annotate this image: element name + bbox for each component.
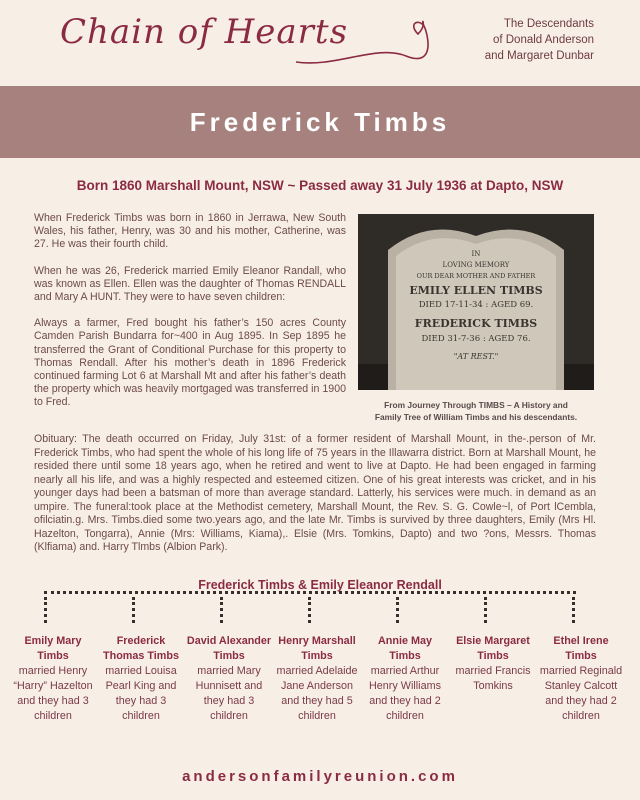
title-banner	[0, 86, 640, 158]
family-tree-connector	[44, 591, 576, 594]
bio-paragraph: When Frederick Timbs was born in 1860 in Jerrawa, New South Wales, his father, Henry, was 30 and his mother, Catherine, was 27. He was their fourth child.	[34, 212, 346, 251]
tree-branch-line	[484, 597, 487, 623]
child-marriage: married Louisa Pearl King and they had 3 children	[105, 665, 177, 722]
tree-branch-line	[44, 597, 47, 623]
descendants-line: and Margaret Dunbar	[484, 50, 594, 62]
headstone-text: LOVING MEMORY	[442, 261, 510, 269]
photo-caption	[358, 400, 594, 423]
child-entry	[450, 634, 536, 694]
descendants-line: The Descendants	[503, 18, 594, 30]
child-marriage: married Reginald Stanley Calcott and they had 2 children	[539, 665, 623, 722]
headstone-text: FREDERICK TIMBS	[414, 317, 538, 330]
child-marriage: married Henry “Harry” Hazelton and they had 3 children	[13, 665, 93, 722]
child-marriage: married Mary Hunnisett and they had 3 children	[195, 665, 263, 722]
tree-branch-line	[572, 597, 575, 623]
child-entry	[186, 634, 272, 724]
logo-text: Chain of Hearts	[60, 12, 349, 52]
child-name: Elsie Margaret Timbs	[456, 635, 530, 662]
child-entry	[98, 634, 184, 724]
headstone-text: "AT REST."	[453, 352, 499, 361]
child-name: Emily Mary Timbs	[24, 635, 82, 662]
headstone-photo	[358, 214, 594, 390]
descendants-line: of Donald Anderson	[492, 34, 594, 46]
headstone-text: DIED 31-7-36 : AGED 76.	[421, 334, 531, 344]
bio-paragraph: Always a farmer, Fred bought his father’s 150 acres County Camden Parish Bundarra for~400 in Aug 1895. In Sep 1895 he transferred the Grant of Conditional Purchase for this property to Thomas Rendall. After his mother’s death in 1896 Frederick continued farming Lot 6 at Marshall Mt and after his father’s death the property which was heavily mortgaged was transferred in 1900 to Fred.	[34, 317, 346, 409]
descendants-label	[394, 16, 594, 64]
child-name: Ethel Irene Timbs	[553, 635, 609, 662]
headstone-image	[358, 214, 594, 390]
child-entry	[538, 634, 624, 724]
headstone-text: DIED 17-11-34 : AGED 69.	[418, 300, 534, 310]
child-marriage: married Arthur Henry Williams and they had 2 children	[369, 665, 441, 722]
tree-branch-line	[220, 597, 223, 623]
child-entry	[274, 634, 360, 724]
header	[0, 0, 640, 86]
child-name: Annie May Timbs	[378, 635, 432, 662]
child-entry	[362, 634, 448, 724]
page-title: Frederick Timbs	[189, 106, 451, 137]
child-entry	[12, 634, 94, 724]
obituary-text: Obituary: The death occurred on Friday, July 31st: of a former resident of Marshall Mount, in the-.person of Mr. Frederick Timbs, who had spent the whole of his long life of 75 years in the Illawarra district. Born at Marshall Mount, he resided there until some 18 years ago, when he retired and went to live at Dapto. He had been engaged in farming nearly all his life, and was a highly respected and esteemed citizen. One of his great interests was cricket, and in his younger days had been a batsman of more than average standard. Latterly, his services were much. in demand as an umpire. The funeral:took place at the Methodist cemetery, Marshall Mount, the Rev. S. G. Cowle~l, of Port lCembla, ofilciatin.g. Mrs. Timbs.died some two.years ago, and the late Mr. Timbs is survived by three daughters, Emily (Mrs Hl. Hazelton, Tongarra), Annie (Mrs: Williams, Kiama),. Elsie (Mrs. Tomkins, Dapto) and two ?ons, Messrs. Thomas (Klfiama) and. Harry Tlmbs (Albion Park).	[34, 433, 596, 553]
caption-line: From Journey Through TIMBS – A History and	[384, 400, 568, 410]
family-tree-title: Frederick Timbs & Emily Eleanor Rendall	[198, 578, 442, 592]
tree-branch-line	[132, 597, 135, 623]
life-dates: Born 1860 Marshall Mount, NSW ~ Passed away 31 July 1936 at Dapto, NSW	[76, 178, 564, 193]
caption-line: Family Tree of William Timbs and his descendants.	[374, 411, 578, 422]
child-marriage: married Adelaide Jane Anderson and they had 5 children	[276, 665, 358, 722]
headstone-text: OUR DEAR MOTHER AND FATHER	[416, 272, 536, 280]
child-marriage: married Francis Tomkins	[455, 665, 531, 692]
headstone-text: EMILY ELLEN TIMBS	[409, 284, 543, 297]
tree-branch-line	[308, 597, 311, 623]
child-name: Frederick Thomas Timbs	[103, 635, 179, 662]
headstone-text: IN	[471, 250, 481, 258]
tree-branch-line	[396, 597, 399, 623]
biography	[34, 212, 346, 423]
child-name: Henry Marshall Timbs	[278, 635, 356, 662]
bio-paragraph: When he was 26, Frederick married Emily Eleanor Randall, who was known as Ellen. Ellen was the daughter of Thomas RENDALL and Mary A HUNT. They were to have seven children:	[34, 264, 346, 304]
website-link[interactable]: andersonfamilyreunion.com	[182, 768, 458, 785]
child-name: David Alexander Timbs	[186, 635, 272, 662]
